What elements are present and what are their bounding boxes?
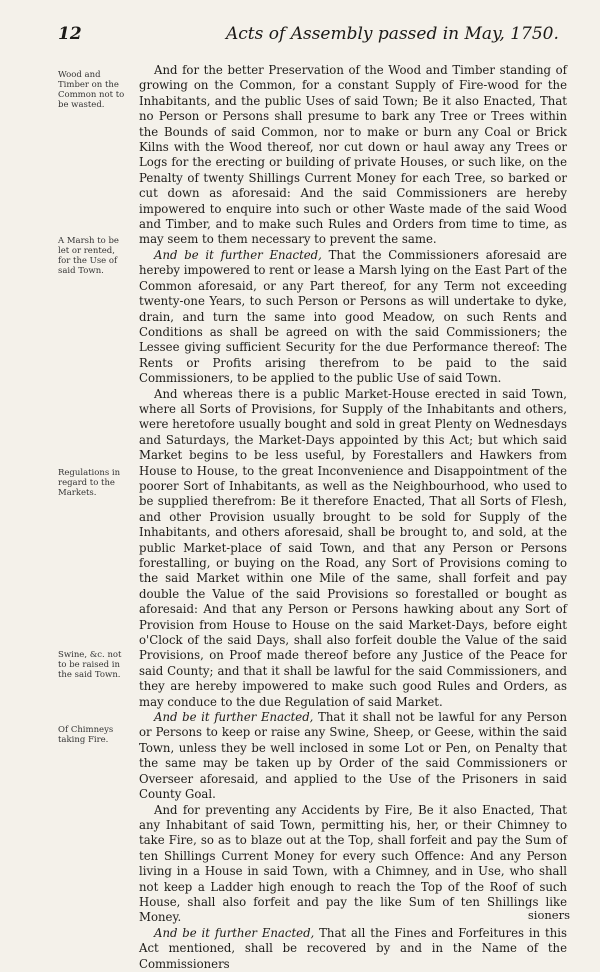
paragraph-chimneys — [139, 803, 567, 926]
paragraph-markets — [139, 387, 567, 711]
running-head: Acts of Assembly passed in May, 1750. — [226, 24, 559, 44]
paragraph-text: And for the better Preservation of the Wood and Timber standing of growing on the Common, for a constant Supply of Fire-wood for the Inhabitants, and the public Uses of said Town; Be it also Enacted, That no Person or Persons shall presume to bark any Tree or Trees within the Bounds of said Common, nor to make or burn any Coal or Brick Kilns with the Wood thereof, nor cut down or haul away any Trees or Logs for the erecting or building of private Houses, or such like, on the Penalty of twenty Shillings Current Money for each Tree, so barked or cut down as aforesaid: And the said Commissioners are hereby impowered to enquire into such or other Waste made of the said Wood and Timber, and to make such Rules and Orders from time to time, as may seem to them necessary to prevent the same. — [139, 63, 567, 247]
paragraph-text: That all the Fines and Forfeitures in this Act mentioned, shall be recovered by and in the Name of the Commissioners — [139, 925, 567, 971]
paragraph-swine — [139, 710, 567, 802]
paragraph-fines — [139, 926, 567, 972]
sidenote-swine: Swine, &c. not to be raised in the said Town. — [58, 650, 122, 680]
sidenote-marsh: A Marsh to be let or rented, for the Use of said Town. — [58, 236, 119, 276]
sidenote-wood-timber: Wood and Timber on the Common not to be wasted. — [58, 70, 125, 110]
body-text — [139, 63, 567, 972]
paragraph-text: And for preventing any Accidents by Fire, Be it also Enacted, That any Inhabitant of said Town, permitting his, her, or their Chimney to take Fire, so as to blaze out at the Top, shall forfeit and pay the Sum of ten Shillings Current Money for every such Offence: And any Person living in a House in said Town, with a Chimney, and in Use, who shall not keep a Ladder high enough to reach the Top of the Roof of such House, shall also forfeit and pay the like Sum of ten Shillings like Money. — [139, 802, 567, 925]
catchword: sioners — [527, 908, 570, 922]
paragraph-text: That the Commissioners aforesaid are hereby impowered to rent or lease a Marsh lying on the East Part of the Common aforesaid, or any Part thereof, for any Term not exceeding twenty-one Years, to such Person or Persons as will undertake to dyke, drain, and turn the same into good Meadow, on such Rents and Conditions as shall be agreed on with the said Commissioners; the Lessee giving sufficient Security for the due Performance thereof: The Rents or Profits arising therefrom to be paid to the said Commissioners, to be applied to the public Use of said Town. — [139, 247, 568, 386]
sidenote-markets: Regulations in regard to the Markets. — [58, 468, 121, 498]
sidenote-chimneys: Of Chimneys taking Fire. — [58, 725, 114, 745]
paragraph-marsh — [139, 248, 567, 387]
paragraph-lead: And be it further Enacted, — [154, 247, 322, 262]
paragraph-text: That it shall not be lawful for any Person or Persons to keep or raise any Swine, Sheep, or Geese, within the said Town, unless they be well inclosed in some Lot or Pen, on Penalty that the same may be taken up by Order of the said Commissioners or Overseer aforesaid, and applied to the Use of the Prisoners in said County Goal. — [139, 710, 567, 802]
paragraph-lead: And be it further Enacted, — [154, 710, 314, 725]
paragraph-lead: And be it further Enacted, — [154, 925, 315, 940]
paragraph-wood-timber — [139, 63, 567, 248]
page-number: 12 — [58, 24, 82, 44]
paragraph-text: And whereas there is a public Market-House erected in said Town, where all Sorts of Provisions, for Supply of the Inhabitants and others, were heretofore usually bought and sold in great Plenty on Wednesdays and Saturdays, the Market-Days appointed by this Act; but which said Market begins to be less useful, by Forestallers and Hawkers from House to House, to the great Inconvenience and Disappointment of the poorer Sort of Inhabitants, as well as the Neighbourhood, who used to be supplied therefrom: Be it therefore Enacted, That all Sorts of Flesh, and other Provision usually brought to be sold for Supply of the Inhabitants, and others aforesaid, shall be brought to, and sold, at the public Market-place of said Town, and that any Person or Persons forestalling, or buying on the Road, any Sort of Provisions coming to the said Market within one Mile of the same, shall forfeit and pay double the Value of the said Provisions so forestalled or bought as aforesaid: And that any Person or Persons hawking about any Sort of Provision from House to House on the said Market-Days, before eight o'Clock of the said Days, shall also forfeit double the Value of the said Provisions, on Proof made thereof before any Justice of the Peace for said County; and that it shall be lawful for the said Commissioners, and they are hereby impowered to make such good Rules and Orders, as may conduce to the due Regulation of said Market. — [139, 386, 567, 709]
